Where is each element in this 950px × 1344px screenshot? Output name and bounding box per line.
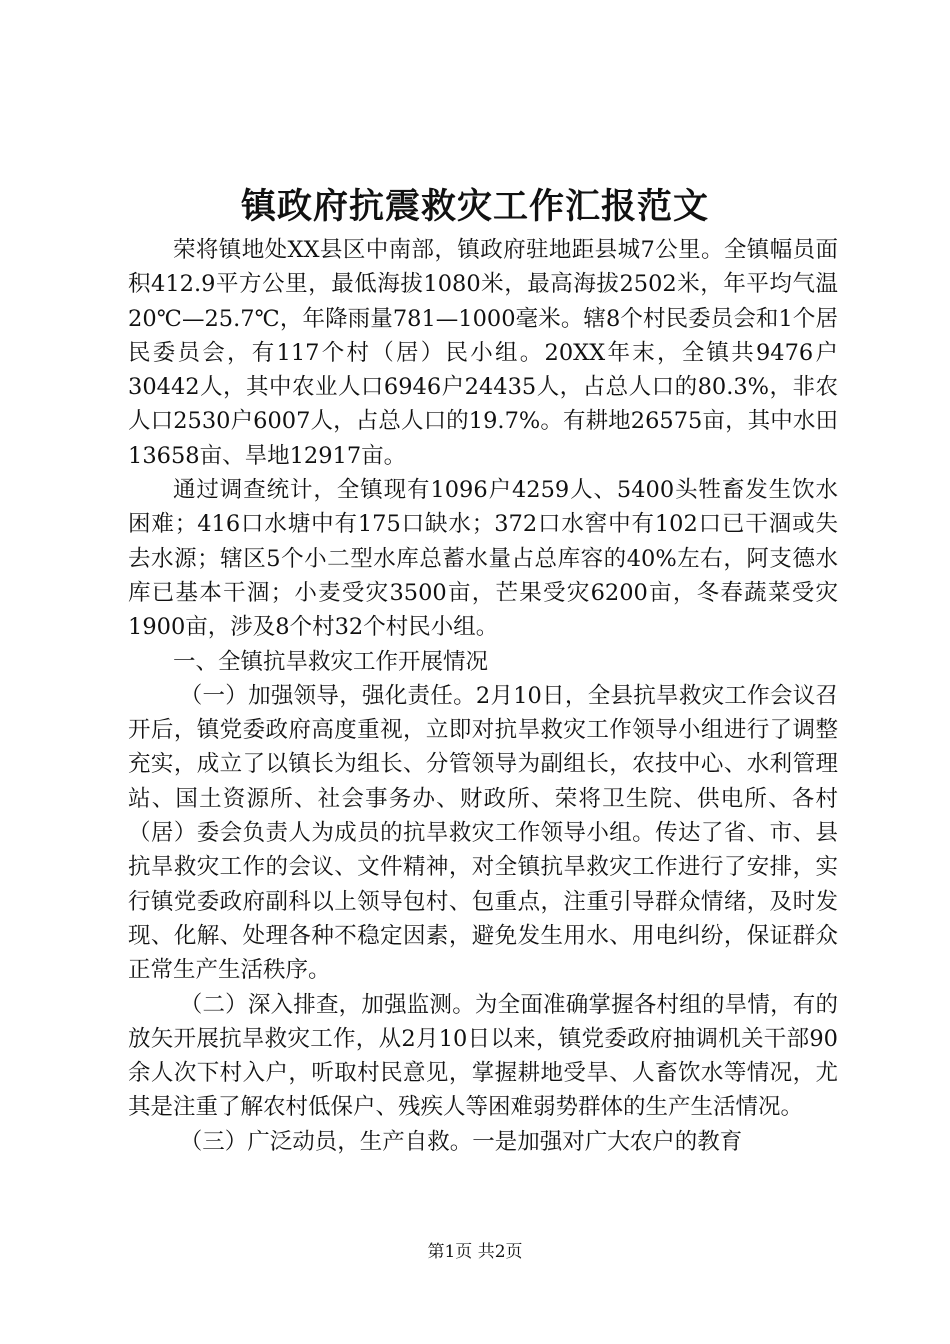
paragraph-monitoring: （二）深入排查，加强监测。为全面准确掌握各村组的旱情，有的放矢开展抗旱救灾工作，从2月10日以来，镇党委政府抽调机关干部90余人次下村入户，听取村民意见，掌握耕地受旱、人畜饮水等情况，尤其是注重了解农村低保户、残疾人等困难弱势群体的生产生活情况。 xyxy=(128,991,838,1121)
paragraph-leadership: （一）加强领导，强化责任。2月10日，全县抗旱救灾工作会议召开后，镇党委政府高度重视，立即对抗旱救灾工作领导小组进行了调整充实，成立了以镇长为组长、分管领导为副组长，农技中心、水利管理站、国土资源所、社会事务办、财政所、荣将卫生院、供电所、各村（居）委会负责人为成员的抗旱救灾工作领导小组。传达了省、市、县抗旱救灾工作的会议、文件精神，对全镇抗旱救灾工作进行了安排，实行镇党委政府副科以上领导包村、包重点，注重引导群众情绪，及时发现、化解、处理各种不稳定因素，避免发生用水、用电纠纷，保证群众正常生产生活秩序。 xyxy=(128,682,838,984)
paragraph-overview: 荣将镇地处XX县区中南部，镇政府驻地距县城7公里。全镇幅员面积412.9平方公里，最低海拔1080米，最高海拔2502米，年平均气温20℃—25.7℃，年降雨量781—1000毫米。辖8个村民委员会和1个居民委员会，有117个村（居）民小组。20XX年末，全镇共9476户30442人，其中农业人口6946户24435人，占总人口的80.3%，非农人口2530户6007人，占总人口的19.7%。有耕地26575亩，其中水田13658亩、旱地12917亩。 xyxy=(128,237,838,469)
paragraph-mobilization: （三）广泛动员，生产自救。一是加强对广大农户的教育 xyxy=(179,1128,743,1155)
document-body xyxy=(128,233,838,1159)
document-title: 镇政府抗震救灾工作汇报范文 xyxy=(240,186,709,227)
page-number-footer: 第1页 共2页 xyxy=(427,1242,523,1262)
paragraph-survey: 通过调查统计，全镇现有1096户4259人、5400头牲畜发生饮水困难；416口水塘中有175口缺水；372口水窖中有102口已干涸或失去水源；辖区5个小二型水库总蓄水量占总库容的40%左右，阿支德水库已基本干涸；小麦受灾3500亩，芒果受灾6200亩，冬春蔬菜受灾1900亩，涉及8个村32个村民小组。 xyxy=(128,477,838,641)
section-heading: 一、全镇抗旱救灾工作开展情况 xyxy=(173,648,489,675)
